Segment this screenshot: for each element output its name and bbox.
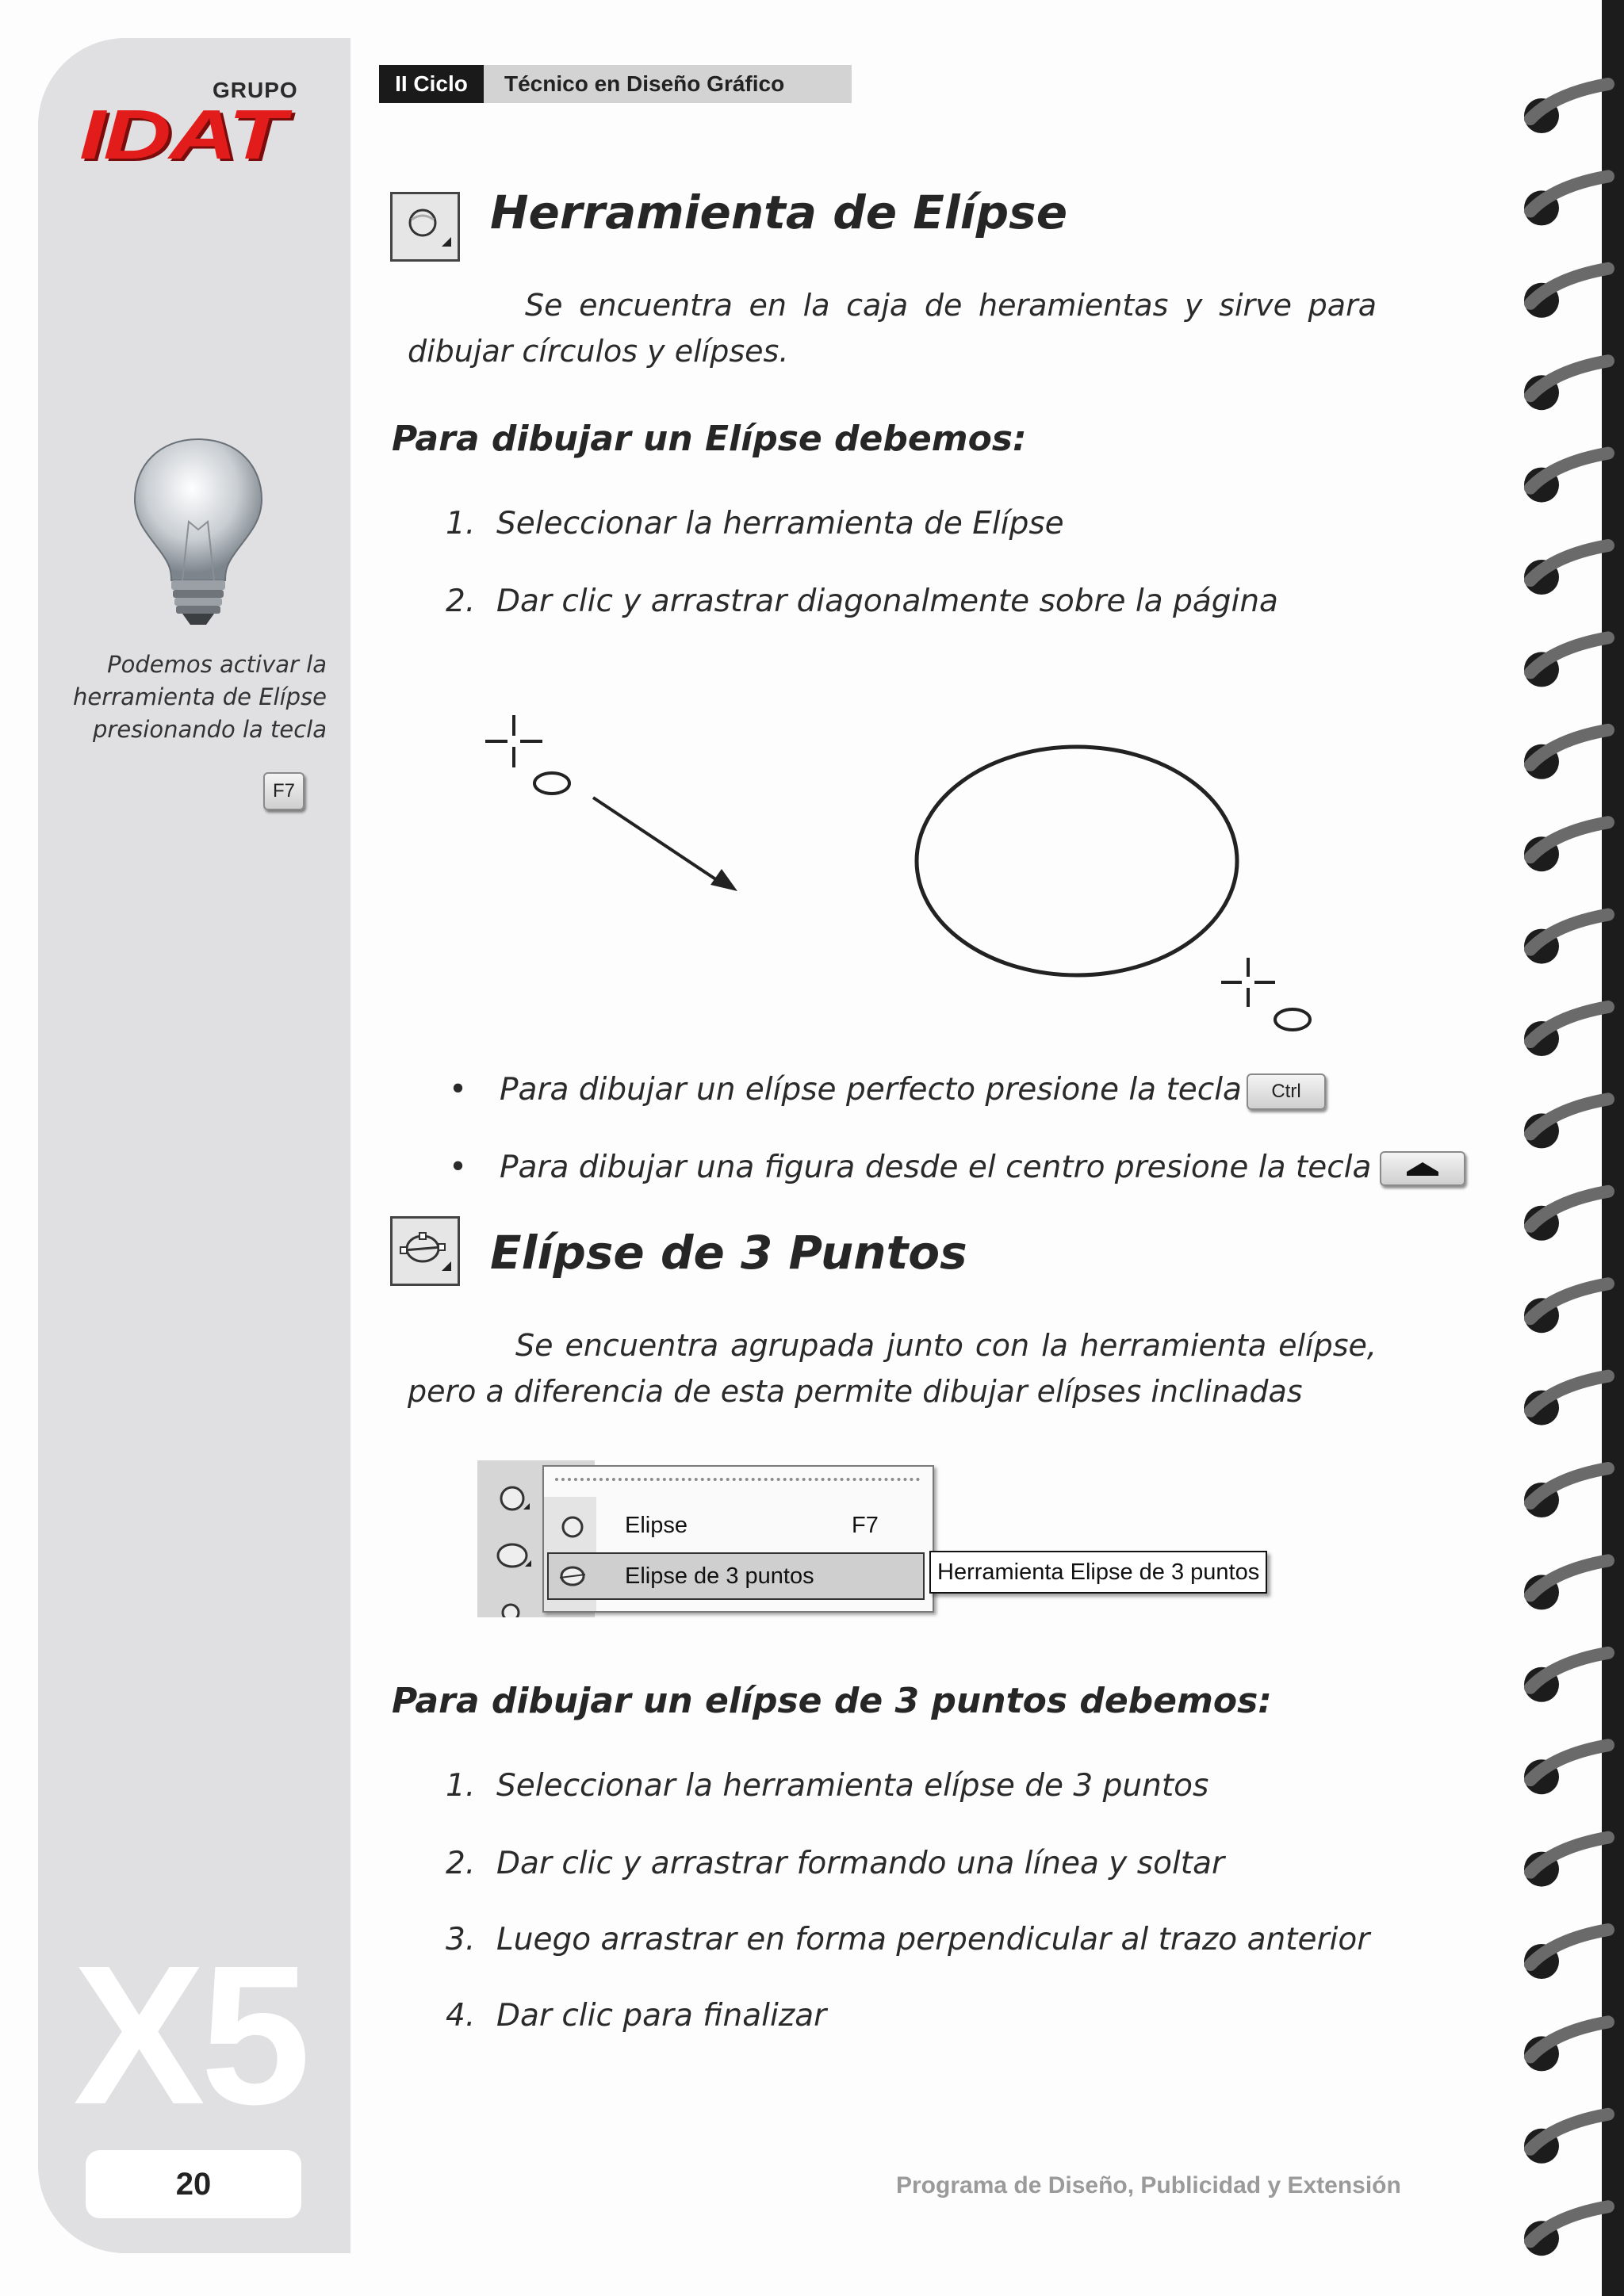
bullet-item <box>449 1150 1371 1185</box>
list-number: 4. <box>446 1998 476 2034</box>
bullet-text: Para dibujar una figura desde el centro presione la tecla <box>500 1150 1372 1185</box>
ctrl-key: Ctrl <box>1247 1073 1326 1110</box>
brand-logo: IDAT <box>79 95 284 174</box>
sidebar-panel <box>38 38 350 2253</box>
spiral-binding <box>1507 0 1624 2296</box>
binding-ring <box>1530 1468 1608 1503</box>
section2-subtitle: Para dibujar un elípse de 3 puntos debemos: <box>392 1681 1272 1721</box>
version-watermark: X5 <box>73 1924 306 2145</box>
bullet-text: Para dibujar un elípse perfecto presione la tecla <box>500 1072 1242 1108</box>
tip-text <box>56 649 327 746</box>
tip-line: Podemos activar la <box>107 651 327 678</box>
menu-item-label: Elipse <box>625 1513 688 1538</box>
binding-ring <box>1530 176 1608 211</box>
binding-ring <box>1530 1007 1608 1042</box>
logo-grupo-text: GRUPO <box>213 78 298 102</box>
binding-ring <box>1530 1284 1608 1318</box>
binding-ring <box>1530 361 1608 396</box>
binding-ring <box>1530 2022 1608 2057</box>
binding-ring <box>1530 822 1608 857</box>
menu-grip <box>555 1478 920 1481</box>
menu-item-label: Elipse de 3 puntos <box>625 1563 814 1589</box>
cycle-label: II Ciclo <box>379 65 484 103</box>
binding-ring <box>1530 269 1608 304</box>
section1-subtitle: Para dibujar un Elípse debemos: <box>392 419 1027 459</box>
binding-ring <box>1530 1653 1608 1688</box>
binding-ring <box>1530 84 1608 119</box>
list-number: 1. <box>446 506 476 541</box>
binding-ring <box>1530 730 1608 765</box>
menu-item-three-point-ellipse[interactable] <box>547 1552 925 1600</box>
list-text: Seleccionar la herramienta elípse de 3 puntos <box>496 1768 1209 1804</box>
binding-ring <box>1530 637 1608 672</box>
section2-title: Elípse de 3 Puntos <box>490 1226 967 1280</box>
ellipse-drawing-illustration <box>476 706 1324 1039</box>
list-text: Luego arrastrar en forma perpendicular al trazo anterior <box>496 1922 1370 1957</box>
menu-item-shortcut: F7 <box>852 1513 879 1538</box>
list-number: 2. <box>446 1846 476 1881</box>
list-text: Dar clic y arrastrar formando una línea y soltar <box>496 1846 1225 1881</box>
list-text: Seleccionar la herramienta de Elípse <box>496 506 1064 541</box>
section1-title: Herramienta de Elípse <box>490 186 1068 239</box>
section2-intro-line2: pero a diferencia de esta permite dibujar elípses inclinadas <box>408 1374 1303 1409</box>
page-number: 20 <box>86 2150 301 2218</box>
list-text: Dar clic para finalizar <box>496 1998 827 2034</box>
drag-arrow-head <box>710 869 737 891</box>
f7-key: F7 <box>263 772 304 810</box>
binding-ring <box>1530 1838 1608 1873</box>
list-item <box>446 1998 826 2034</box>
binding-ring <box>1530 1376 1608 1411</box>
binding-ring <box>1530 545 1608 580</box>
tooltip: Herramienta Elipse de 3 puntos <box>929 1551 1267 1594</box>
list-item <box>446 1846 1224 1881</box>
binding-ring <box>1530 1560 1608 1595</box>
binding-ring <box>1530 453 1608 488</box>
binding-ring <box>1530 1099 1608 1134</box>
shift-key <box>1380 1151 1465 1186</box>
drawn-ellipse <box>917 747 1237 975</box>
list-number: 3. <box>446 1922 476 1957</box>
menu-item-ellipse[interactable] <box>546 1503 929 1548</box>
bullet-item <box>449 1072 1242 1108</box>
section2-intro-line1: Se encuentra agrupada junto con la herramienta elípse, <box>515 1328 1377 1363</box>
bullet-symbol: • <box>449 1150 468 1185</box>
tip-line: presionando la tecla <box>92 716 327 743</box>
binding-ring <box>1530 2114 1608 2149</box>
ellipse-tool-icon <box>390 192 460 262</box>
binding-ring <box>1530 915 1608 950</box>
footer-text: Programa de Diseño, Publicidad y Extensión <box>896 2172 1401 2198</box>
bullet-symbol: • <box>449 1072 468 1108</box>
list-item <box>446 1768 1208 1804</box>
binding-ring <box>1530 1192 1608 1226</box>
list-item <box>446 1922 1369 1957</box>
list-item <box>446 506 1064 541</box>
list-item <box>446 584 1278 619</box>
three-point-ellipse-tool-icon <box>390 1216 460 1286</box>
tip-line: herramienta de Elípse <box>73 683 327 710</box>
list-text: Dar clic y arrastrar diagonalmente sobre la página <box>496 584 1278 619</box>
binding-ring <box>1530 2206 1608 2241</box>
three-point-ellipse-icon <box>557 1562 588 1590</box>
list-number: 1. <box>446 1768 476 1804</box>
section1-intro-line2: dibujar círculos y elípses. <box>408 334 789 369</box>
program-label: Técnico en Diseño Gráfico <box>484 65 852 103</box>
binding-ring <box>1530 1930 1608 1965</box>
ellipse-icon <box>560 1514 585 1540</box>
list-number: 2. <box>446 584 476 619</box>
binding-ring <box>1530 1745 1608 1780</box>
shift-arrow-icon <box>1383 1153 1462 1183</box>
lightbulb-icon <box>127 434 270 629</box>
section1-intro-line1: Se encuentra en la caja de heramientas y sirve para <box>525 288 1377 323</box>
ellipse-flyout-menu <box>542 1465 934 1613</box>
